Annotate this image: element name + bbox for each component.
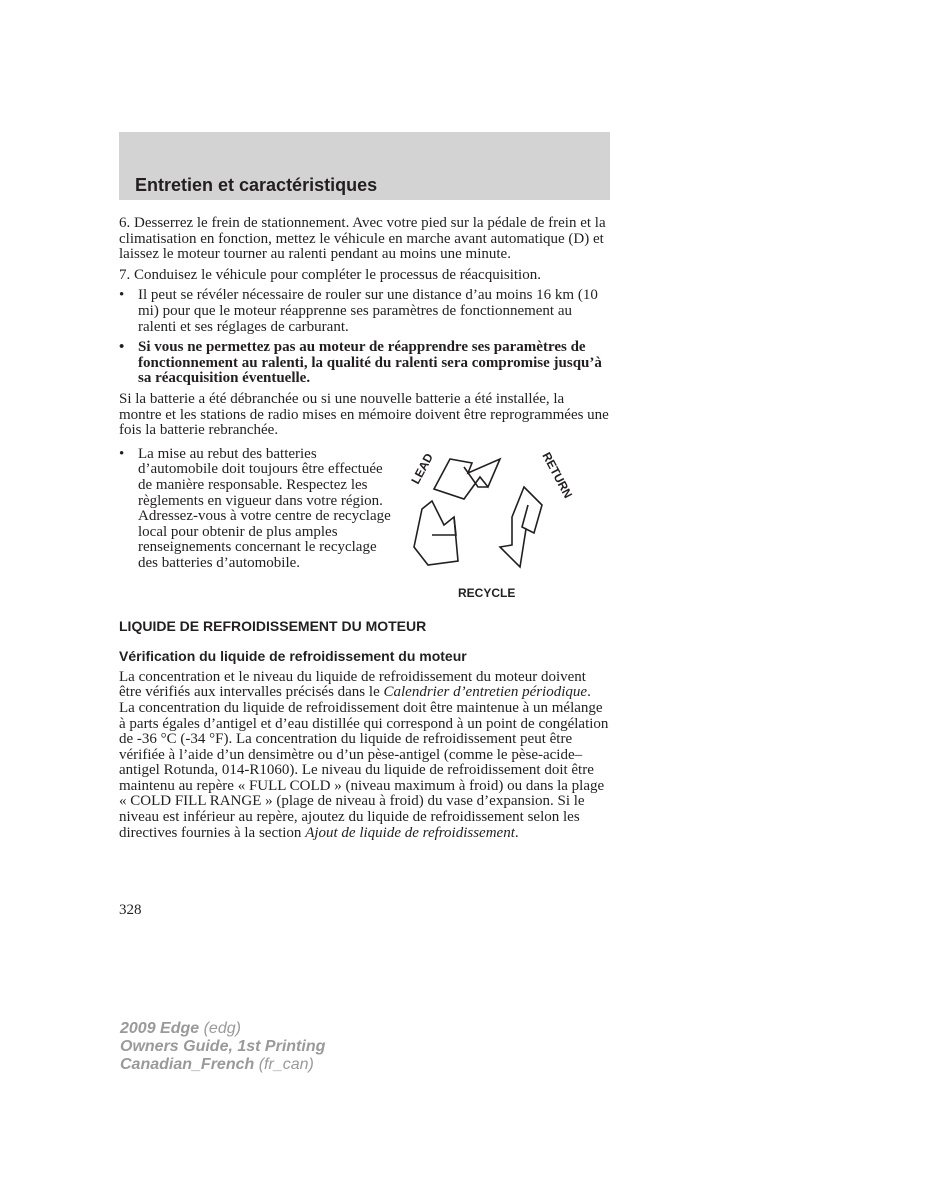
bullet-item-battery xyxy=(119,447,398,572)
footer-line-3 xyxy=(120,1056,325,1074)
bullet-dot: • xyxy=(119,339,125,356)
battery-recycling-block xyxy=(119,447,610,607)
bullet-text: La mise au rebut des batteries d’automobile doit toujours être effectuée de manière responsable. Respectez les règlements en vigueur dans votre région. Adressez-vous à votre centre de recyclage local pour obtenir de plus amples renseignements concernant le recyclage des batteries d’automobile. xyxy=(138,445,391,571)
footer-line-1 xyxy=(120,1020,325,1038)
step-7: 7. Conduisez le véhicule pour compléter le processus de réacquisition. xyxy=(119,266,541,283)
bullet-dot: • xyxy=(119,445,125,462)
footer-model: 2009 Edge xyxy=(120,1020,200,1037)
step-6: 6. Desserrez le frein de stationnement. Avec votre pied sur la pédale de frein et la climatisation en fonction, mettez le véhicule en marche avant automatique (D) et laissez le moteur tourner au ralenti pendant au moins une minute. xyxy=(119,215,606,263)
bullet-dot: • xyxy=(119,287,125,304)
footer-line-2 xyxy=(120,1038,325,1056)
recycle-arrow-left xyxy=(414,501,458,565)
recycle-symbol-icon xyxy=(402,447,612,607)
battery-paragraph: Si la batterie a été débranchée ou si une nouvelle batterie a été installée, la montre et les stations de radio mises en mémoire doivent être reprogrammées une fois la batterie rebranchée. xyxy=(119,390,609,439)
recycle-arrow-top xyxy=(434,459,500,499)
footer-guide: Owners Guide, 1st Printing xyxy=(120,1038,326,1055)
page-number: 328 xyxy=(119,902,142,918)
footer-language: Canadian_French xyxy=(120,1056,255,1073)
coolant-paragraph xyxy=(119,670,610,842)
footer xyxy=(120,1020,325,1074)
page-content xyxy=(119,216,610,841)
page-title: Entretien et caractéristiques xyxy=(135,175,378,195)
recycle-label-lead: LEAD xyxy=(408,450,436,487)
coolant-text-part2: . La concentration du liquide de refroidissement doit être maintenue à un mélange à parts égales d’antigel et d’eau distillée qui correspond à un point de congélation de -36 °C (-34 °F). La concentration du liquide de refroidissement peut être vérifiée à l’aide d’un densimètre ou d’un pèse-antigel (comme le pèse-acide–antigel Rotunda, 014-R1060). Le niveau du liquide de refroidissement doit être maintenu au repère « FULL COLD » (niveau maximum à froid) ou dans la plage « COLD FILL RANGE » (plage de niveau à froid) du vase d’expansion. Si le niveau est inférieur au repère, ajoutez du liquide de refroidissement selon les directives fournies à la section xyxy=(119,684,609,841)
bullet-item-warning xyxy=(119,340,610,387)
bullet-text: Il peut se révéler nécessaire de rouler sur une distance d’au moins 16 km (10 mi) pour que le moteur réapprenne ses paramètres de fonctionnement au ralenti et ses réglages de carburant. xyxy=(138,287,598,335)
recycle-arrow-right xyxy=(500,487,542,567)
sub-heading: Vérification du liquide de refroidissement du moteur xyxy=(119,647,467,664)
recycle-label-return: RETURN xyxy=(539,449,576,501)
bullet-text-bold: Si vous ne permettez pas au moteur de réapprendre ses paramètres de fonctionnement au ralenti, la qualité du ralenti sera compromise jusqu’à sa réacquisition éventuelle. xyxy=(138,339,602,387)
footer-model-code: (edg) xyxy=(199,1020,241,1037)
coolant-text-italic1: Calendrier d’entretien périodique xyxy=(383,684,588,701)
coolant-text-italic2: Ajout de liquide de refroidissement xyxy=(305,824,515,841)
coolant-text-part1: La concentration et le niveau du liquide de refroidissement du moteur doivent être vérifiés aux intervalles précisés dans le xyxy=(119,668,586,701)
bullet-item xyxy=(119,288,610,335)
footer-language-code: (fr_can) xyxy=(254,1056,314,1073)
coolant-text-part3: . xyxy=(514,824,519,841)
section-heading: LIQUIDE DE REFROIDISSEMENT DU MOTEUR xyxy=(119,617,427,634)
recycle-label-recycle: RECYCLE xyxy=(458,585,516,600)
